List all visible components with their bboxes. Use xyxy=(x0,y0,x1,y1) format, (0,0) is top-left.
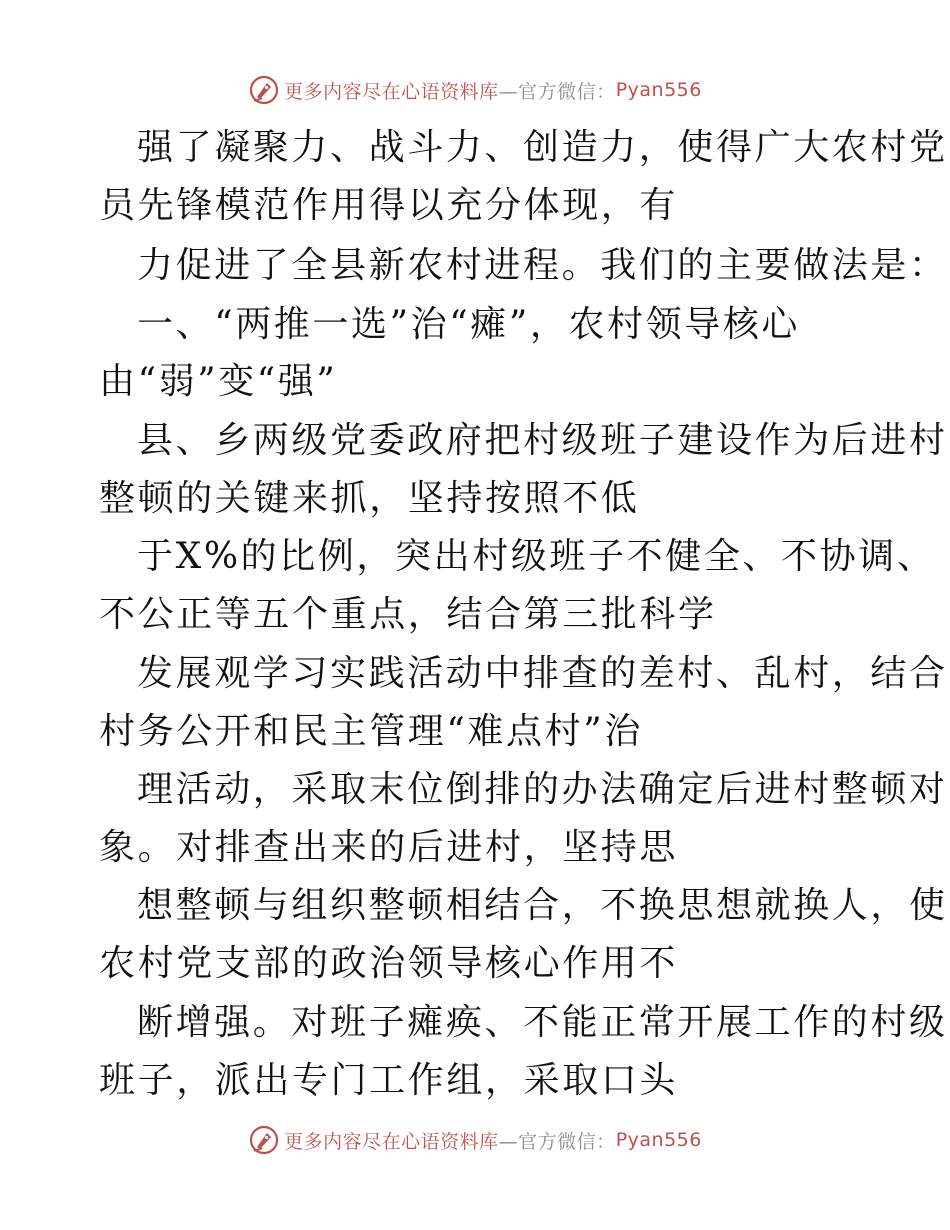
watermark-separator: —官方微信： xyxy=(498,1130,616,1153)
body-line: 想整顿与组织整顿相结合，不换思想就换人，使 xyxy=(137,885,948,926)
body-line: 班子，派出专门工作组，采取口头 xyxy=(99,1060,679,1101)
section-heading-cont: 由“弱”变“强” xyxy=(99,361,338,402)
body-line: 县、乡两级党委政府把村级班子建设作为后进村 xyxy=(137,420,948,461)
body-line: 员先锋模范作用得以充分体现，有 xyxy=(99,185,679,226)
body-line: 断增强。对班子瘫痪、不能正常开展工作的村级 xyxy=(137,1002,948,1043)
body-line: 发展观学习实践活动中排查的差村、乱村，结合 xyxy=(137,653,948,694)
body-line: 于X%的比例，突出村级班子不健全、不协调、 xyxy=(137,536,936,577)
watermark-wechat-id: Pyan556 xyxy=(615,79,702,101)
body-line: 村务公开和民主管理“难点村”治 xyxy=(99,711,643,752)
pen-nib-logo-icon xyxy=(248,1124,280,1156)
watermark-text: 更多内容尽在心语资料库 xyxy=(284,80,499,103)
body-line: 力促进了全县新农村进程。我们的主要做法是： xyxy=(137,245,948,286)
section-heading: 一、“两推一选”治“瘫”，农村领导核心 xyxy=(137,304,801,345)
body-line: 强了凝聚力、战斗力、创造力，使得广大农村党 xyxy=(137,127,948,168)
body-line: 理活动，采取末位倒排的办法确定后进村整顿对 xyxy=(137,769,948,810)
watermark-separator: —官方微信： xyxy=(498,80,616,103)
body-line: 整顿的关键来抓，坚持按照不低 xyxy=(99,478,640,519)
body-line: 不公正等五个重点，结合第三批科学 xyxy=(99,594,717,635)
body-line: 象。对排查出来的后进村，坚持思 xyxy=(99,827,679,868)
watermark-text: 更多内容尽在心语资料库 xyxy=(284,1130,499,1153)
watermark-wechat-id: Pyan556 xyxy=(615,1129,702,1151)
footer-watermark xyxy=(0,1120,950,1160)
body-line: 农村党支部的政治领导核心作用不 xyxy=(99,943,679,984)
